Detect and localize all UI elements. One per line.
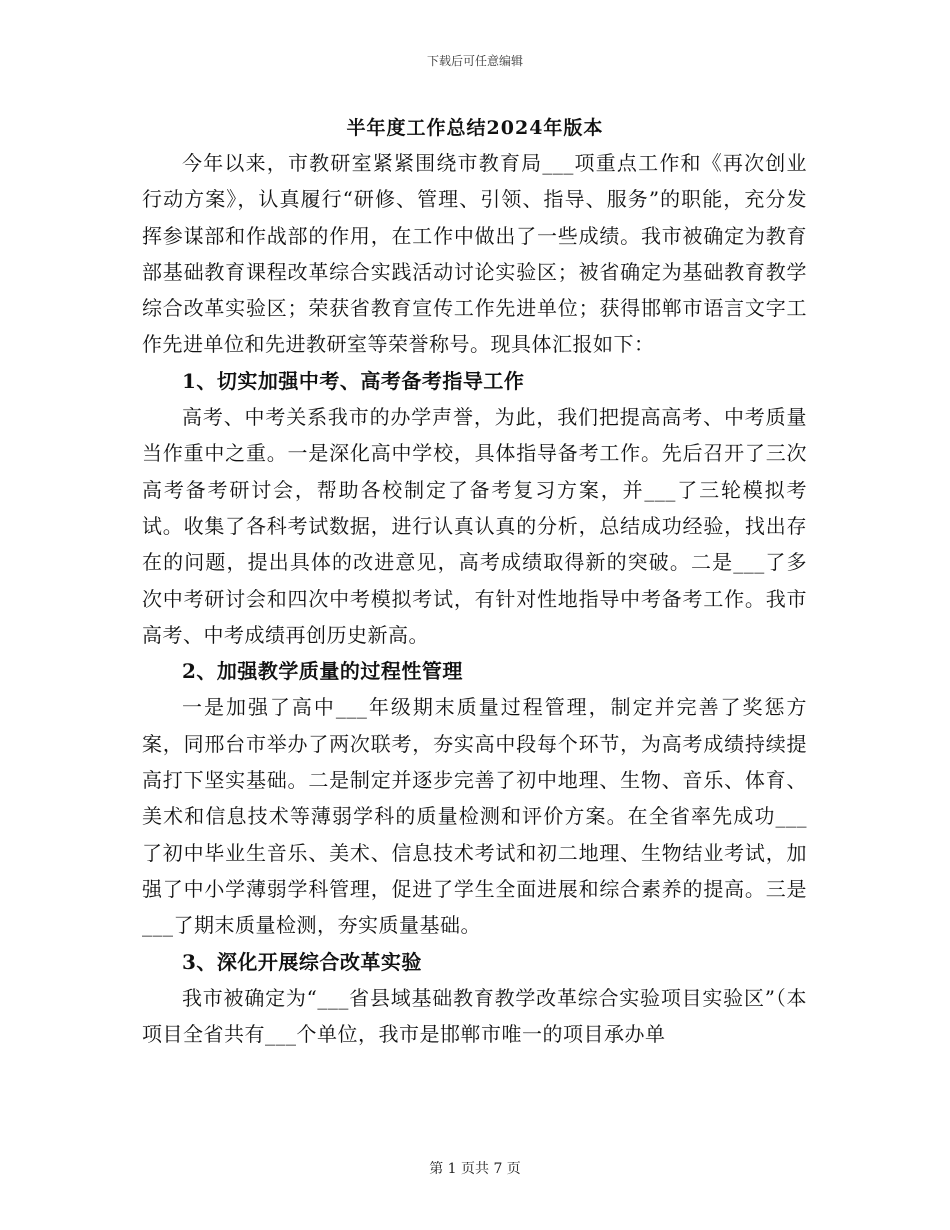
section-heading-3: 3、深化开展综合改革实验: [182, 949, 422, 974]
section-heading-2: 2、加强教学质量的过程性管理: [182, 659, 463, 684]
paragraph-section-2: 一是加强了高中___年级期末质量过程管理，制定并完善了奖惩方案，同邢台市举办了两次联考，夯实高中段每个环节，为高考成绩持续提高打下坚实基础。二是制定并逐步完善了初中地理、生物、音乐、体育、美术和信息技术等薄弱学科的质量检测和评价方案。在全省率先成功___了初中毕业生音乐、美术、信息技术考试和初二地理、生物结业考试，加强了中小学薄弱学科管理，促进了学生全面进展和综合素养的提高。三是___了期末质量检测，夯实质量基础。: [142, 695, 807, 938]
section-heading-1: 1、切实加强中考、高考备考指导工作: [182, 368, 525, 393]
page-header-note: 下载后可任意编辑: [426, 54, 523, 68]
paragraph-section-1: 高考、中考关系我市的办学声誉，为此，我们把提高高考、中考质量当作重中之重。一是深化高中学校，具体指导备考工作。先后召开了三次高考备考研讨会，帮助各校制定了备考复习方案，并___了三轮模拟考试。收集了各科考试数据，进行认真认真的分析，总结成功经验，找出存在的问题，提出具体的改进意见，高考成绩取得新的突破。二是___了多次中考研讨会和四次中考模拟考试，有针对性地指导中考备考工作。我市高考、中考成绩再创历史新高。: [142, 405, 807, 647]
paragraph-intro: 今年以来，市教研室紧紧围绕市教育局___项重点工作和《再次创业行动方案》，认真履行“研修、管理、引领、指导、服务”的职能，充分发挥参谋部和作战部的作用，在工作中做出了一些成绩。我市被确定为教育部基础教育课程改革综合实践活动讨论实验区；被省确定为基础教育教学综合改革实验区；荣获省教育宣传工作先进单位；获得邯郸市语言文字工作先进单位和先进教研室等荣誉称号。现具体汇报如下：: [142, 151, 807, 357]
paragraph-section-3: 我市被确定为“___省县域基础教育教学改革综合实验项目实验区”（本项目全省共有___个单位，我市是邯郸市唯一的项目承办单: [142, 985, 807, 1047]
document-title: 半年度工作总结2024年版本: [346, 117, 604, 139]
document-body: [142, 145, 807, 1052]
page-number: 第 1 页共 7 页: [429, 1161, 521, 1177]
